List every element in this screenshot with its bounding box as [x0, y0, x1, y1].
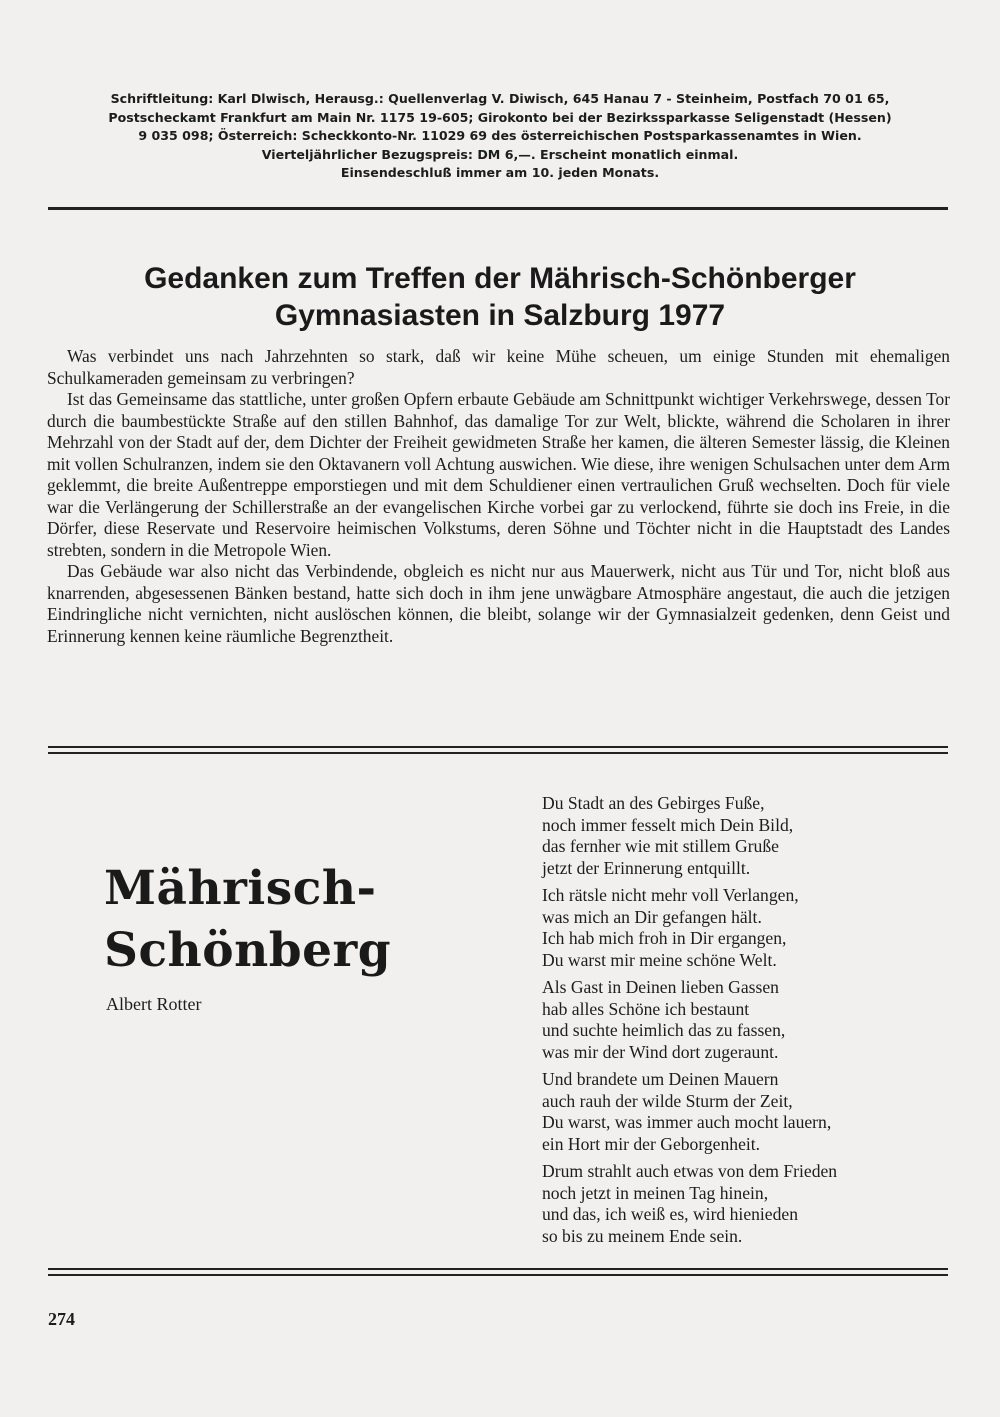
- poem-line: Du warst, was immer auch mocht lauern,: [542, 1112, 832, 1132]
- poem: [542, 793, 962, 1253]
- poem-line: Als Gast in Deinen lieben Gassen: [542, 977, 779, 997]
- poem-line: ein Hort mir der Geborgenheit.: [542, 1133, 761, 1154]
- masthead: [50, 90, 950, 183]
- article-body: [47, 346, 950, 647]
- poem-line: Du warst mir meine schöne Welt.: [542, 949, 777, 970]
- poem-line: noch jetzt in meinen Tag hinein,: [542, 1182, 769, 1203]
- article-title-line: Gymnasiasten in Salzburg 1977: [274, 299, 726, 332]
- poem-line: noch immer fesselt mich Dein Bild,: [542, 814, 794, 835]
- poem-line: hab alles Schöne ich bestaunt: [542, 998, 750, 1019]
- poem-line: Ich rätsle nicht mehr voll Verlangen,: [542, 885, 799, 905]
- poem-line: und suchte heimlich das zu fassen,: [542, 1020, 786, 1040]
- section-divider-top: [48, 746, 948, 748]
- section-divider-bottom: [48, 1274, 948, 1276]
- poem-line: jetzt der Erinnerung entquillt.: [542, 857, 751, 878]
- poem-line: das fernher wie mit stillem Gruße: [542, 836, 779, 856]
- poem-line: Drum strahlt auch etwas von dem Frieden: [542, 1161, 838, 1181]
- masthead-line: Vierteljährlicher Bezugspreis: DM 6,—. Erscheint monatlich einmal.: [261, 146, 739, 162]
- masthead-divider: [48, 207, 948, 210]
- poem-line: auch rauh der wilde Sturm der Zeit,: [542, 1090, 793, 1111]
- masthead-line: 9 035 098; Österreich: Scheckkonto-Nr. 11029 69 des österreichischen Postsparkassenamtes in Wien.: [138, 128, 862, 144]
- poem-line: was mich an Dir gefangen hält.: [542, 906, 762, 927]
- masthead-line: Schriftleitung: Karl Dlwisch, Herausg.: Quellenverlag V. Diwisch, 645 Hanau 7 - Steinheim, Postfach 70 01 65,: [110, 91, 890, 106]
- article-title: [40, 260, 960, 334]
- poem-stanza: [542, 977, 962, 1063]
- poem-stanza: [542, 1161, 962, 1247]
- poem-title-line: Mährisch-: [104, 861, 377, 916]
- poem-stanza: [542, 793, 962, 879]
- masthead-line: Postscheckamt Frankfurt am Main Nr. 1175 19-605; Girokonto bei der Bezirkssparkasse Seligenstadt (Hessen): [108, 109, 892, 125]
- masthead-line: Einsendeschluß immer am 10. jeden Monats.: [340, 165, 660, 181]
- poem-author: Albert Rotter: [106, 994, 202, 1014]
- poem-stanza: [542, 885, 962, 971]
- poem-line: Ich hab mich froh in Dir ergangen,: [542, 928, 787, 948]
- poem-title-line: Schönberg: [104, 923, 392, 978]
- article-title-line: Gedanken zum Treffen der Mährisch-Schönberger: [144, 262, 856, 295]
- section-divider-bottom: [48, 1268, 948, 1270]
- article-paragraph: Was verbindet uns nach Jahrzehnten so stark, daß wir keine Mühe scheuen, um einige Stunden mit ehemaligen Schulkameraden gemeinsam zu verbringen?: [47, 346, 950, 388]
- article-paragraph: Ist das Gemeinsame das stattliche, unter großen Opfern erbaute Gebäude am Schnittpunkt wichtiger Verkehrswege, dessen Tor durch die baumbestückte Straße auf den stillen Bahnhof, das damalige Tor zur Welt, blickte, während die Scholaren in ihrer Mehrzahl von der Stadt auf der, dem Dichter der Freiheit gewidmeten Straße her kamen, die älteren Semester lässig, die Kleinen mit vollen Schulranzen, indem sie den Oktavanern voll Achtung auswichen. Wie diese, ihre wenigen Schulsachen unter dem Arm geklemmt, die breite Außentreppe emporstiegen und mit dem Schuldiener einen vertraulichen Gruß wechselten. Doch für viele war die Verlängerung der Schillerstraße an der evangelischen Kirche vorbei gar zu verlockend, führte sie doch ins Freie, in die Dörfer, diese Reservate und Reservoire heimischen Volkstums, deren Söhne und Töchter nicht in die Hauptstadt des Landes strebten, sondern in die Metropole Wien.: [47, 389, 950, 560]
- poem-line: Du Stadt an des Gebirges Fuße,: [542, 793, 765, 813]
- section-divider-top: [48, 752, 948, 754]
- poem-stanza: [542, 1069, 962, 1155]
- poem-line: so bis zu meinem Ende sein.: [542, 1225, 743, 1246]
- page-number: 274: [48, 1309, 75, 1329]
- poem-line: was mir der Wind dort zugeraunt.: [542, 1041, 779, 1062]
- poem-title: [104, 858, 464, 982]
- article-paragraph: Das Gebäude war also nicht das Verbindende, obgleich es nicht nur aus Mauerwerk, nicht aus Tür und Tor, nicht bloß aus knarrenden, abgesessenen Bänken bestand, hatte sich doch in ihm jene unwägbare Atmosphäre angestaut, die auch die jetzigen Eindringliche nicht vernichten, nicht auslöschen können, die bleibt, solange wir der Gymnasialzeit gedenken, denn Geist und Erinnerung kennen keine räumliche Begrenztheit.: [47, 561, 950, 646]
- poem-line: und das, ich weiß es, wird hienieden: [542, 1204, 799, 1224]
- poem-line: Und brandete um Deinen Mauern: [542, 1069, 779, 1089]
